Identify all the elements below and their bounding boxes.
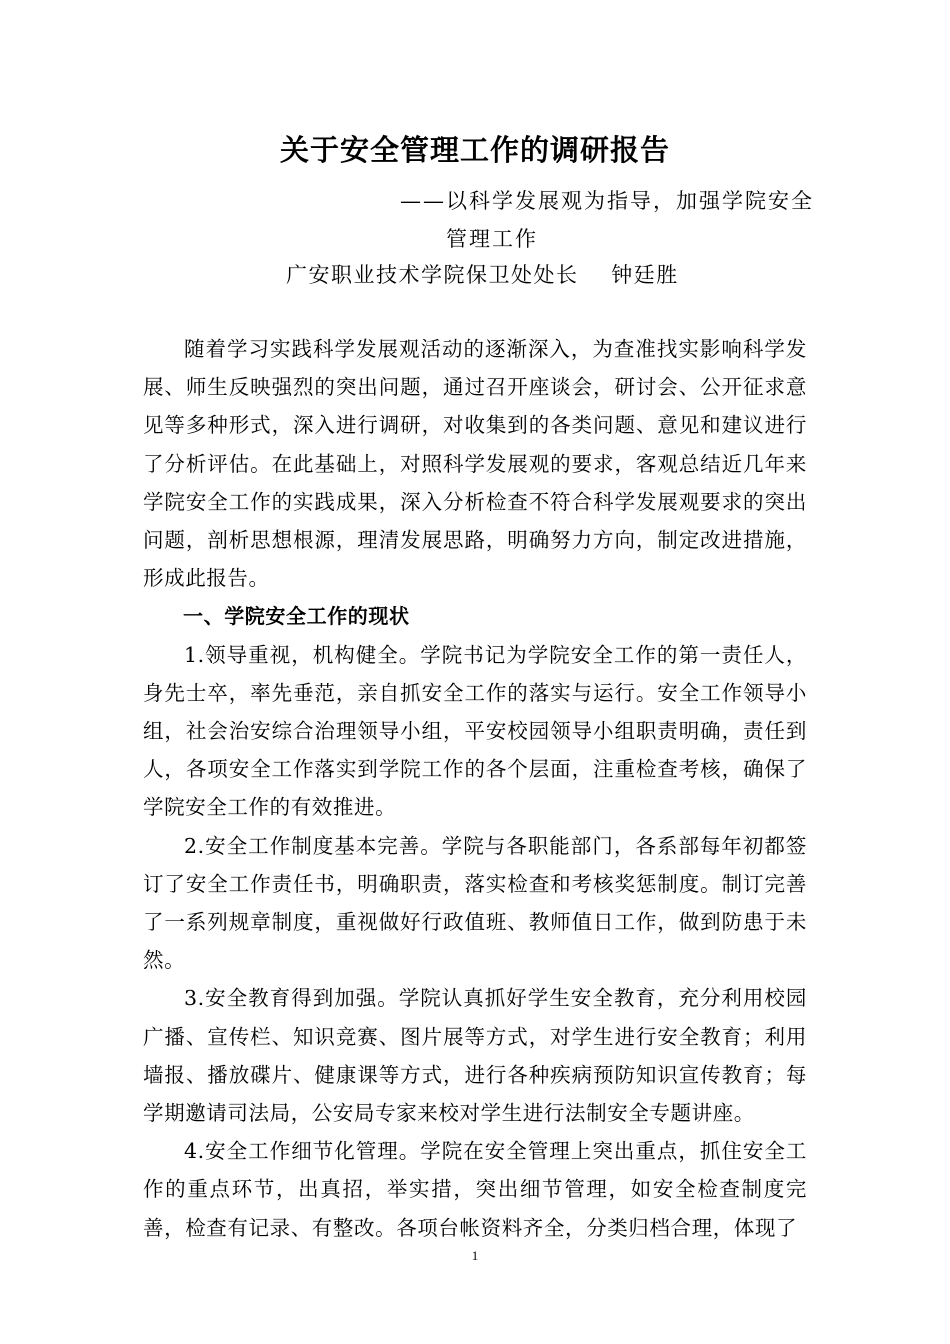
document-subtitle-line2: 管理工作 bbox=[446, 227, 538, 251]
page-number: 1 bbox=[471, 1248, 479, 1263]
list-item: 2.安全工作制度基本完善。学院与各职能部门，各系部每年初都签订了安全工作责任书，明确职责，落实检查和考核奖惩制度。制订完善了一系列规章制度，重视做好行政值班、教师值日工作，做到防患于未然。 bbox=[143, 833, 807, 973]
document-subtitle-line1: ——以科学发展观为指导，加强学院安全 bbox=[400, 189, 814, 213]
list-item: 1.领导重视，机构健全。学院书记为学院安全工作的第一责任人，身先士卒，率先垂范，亲自抓安全工作的落实与运行。安全工作领导小组，社会治安综合治理领导小组，平安校园领导小组职责明确，责任到人，各项安全工作落实到学院工作的各个层面，注重检查考核，确保了学院安全工作的有效推进。 bbox=[143, 642, 807, 820]
intro-paragraph: 随着学习实践科学发展观活动的逐渐深入，为查准找实影响科学发展、师生反映强烈的突出问题，通过召开座谈会，研讨会、公开征求意见等多种形式，深入进行调研，对收集到的各类问题、意见和建议进行了分析评估。在此基础上，对照科学发展观的要求，客观总结近几年来学院安全工作的实践成果，深入分析检查不符合科学发展观要求的突出问题，剖析思想根源，理清发展思路，明确努力方向，制定改进措施，形成此报告。 bbox=[143, 337, 807, 591]
document-title: 关于安全管理工作的调研报告 bbox=[279, 133, 670, 167]
document-author: 广安职业技术学院保卫处处长 钟廷胜 bbox=[286, 263, 679, 287]
document-body bbox=[143, 330, 807, 1247]
list-item: 4.安全工作细节化管理。学院在安全管理上突出重点，抓住安全工作的重点环节，出真招，举实措，突出细节管理，如安全检查制度完善，检查有记录、有整改。各项台帐资料齐全，分类归档合理，体现了 bbox=[143, 1139, 807, 1240]
section-heading: 一、学院安全工作的现状 bbox=[183, 604, 410, 629]
list-item: 3.安全教育得到加强。学院认真抓好学生安全教育，充分利用校园广播、宣传栏、知识竞赛、图片展等方式，对学生进行安全教育；利用墙报、播放碟片、健康课等方式，进行各种疾病预防知识宣传教育；每学期邀请司法局，公安局专家来校对学生进行法制安全专题讲座。 bbox=[143, 986, 807, 1126]
